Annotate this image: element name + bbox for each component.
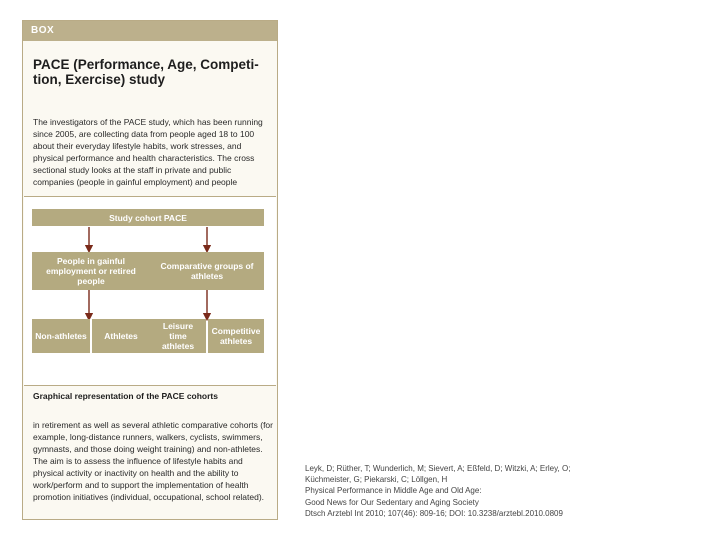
diagram-caption: Graphical representation of the PACE cohorts	[33, 391, 218, 401]
citation-title-line1: Physical Performance in Middle Age and Old Age:	[305, 486, 482, 496]
citation	[305, 463, 715, 519]
info-box	[22, 20, 278, 520]
node-athletes: Athletes	[92, 319, 150, 353]
node-competitive-athletes: Competitive athletes	[208, 319, 264, 353]
citation-source: Dtsch Arztebl Int 2010; 107(46): 809-16; DOI: 10.3238/arztebl.2010.0809	[305, 508, 563, 518]
node-root: Study cohort PACE	[32, 209, 264, 226]
node-leisure-athletes: Leisure time athletes	[150, 319, 206, 353]
citation-authors-line1: Leyk, D; Rüther, T; Wunderlich, M; Sievert, A; Eßfeld, D; Witzki, A; Erley, O;	[305, 464, 571, 473]
box-header	[23, 21, 277, 41]
citation-authors-line2: Küchmeister, G; Piekarski, C; Löllgen, H	[305, 475, 448, 485]
box-title: PACE (Performance, Age, Competi-tion, Exercise) study	[33, 57, 259, 87]
box-label: BOX	[31, 25, 55, 36]
citation-title-line2: Good News for Our Sedentary and Aging Society	[305, 497, 479, 507]
node-non-athletes: Non-athletes	[32, 319, 90, 353]
node-right-group: Comparative groups of athletes	[150, 252, 264, 290]
closing-paragraph: in retirement as well as several athletic comparative cohorts (for example, long-distance runners, walkers, cyclists, swimmers, gymnasts, and those doing weight training) and non-athletes. The aim is to assess the influence of lifestyle habits and physical activity or inactivity on health and the ability to work/perform and to support the implementation of health promotion initiatives (individual, occupational, school related).	[33, 420, 273, 502]
cohort-diagram	[24, 196, 276, 386]
intro-paragraph: The investigators of the PACE study, which has been running since 2005, are collecting data from people aged 18 to 100 about their everyday lifestyle habits, work stresses, and physical performance and health characteristics. The cross sectional study looks at the staff in private and public companies (people in gainful employment) and people	[33, 117, 263, 187]
node-left-group: People in gainful employment or retired people	[32, 252, 150, 290]
